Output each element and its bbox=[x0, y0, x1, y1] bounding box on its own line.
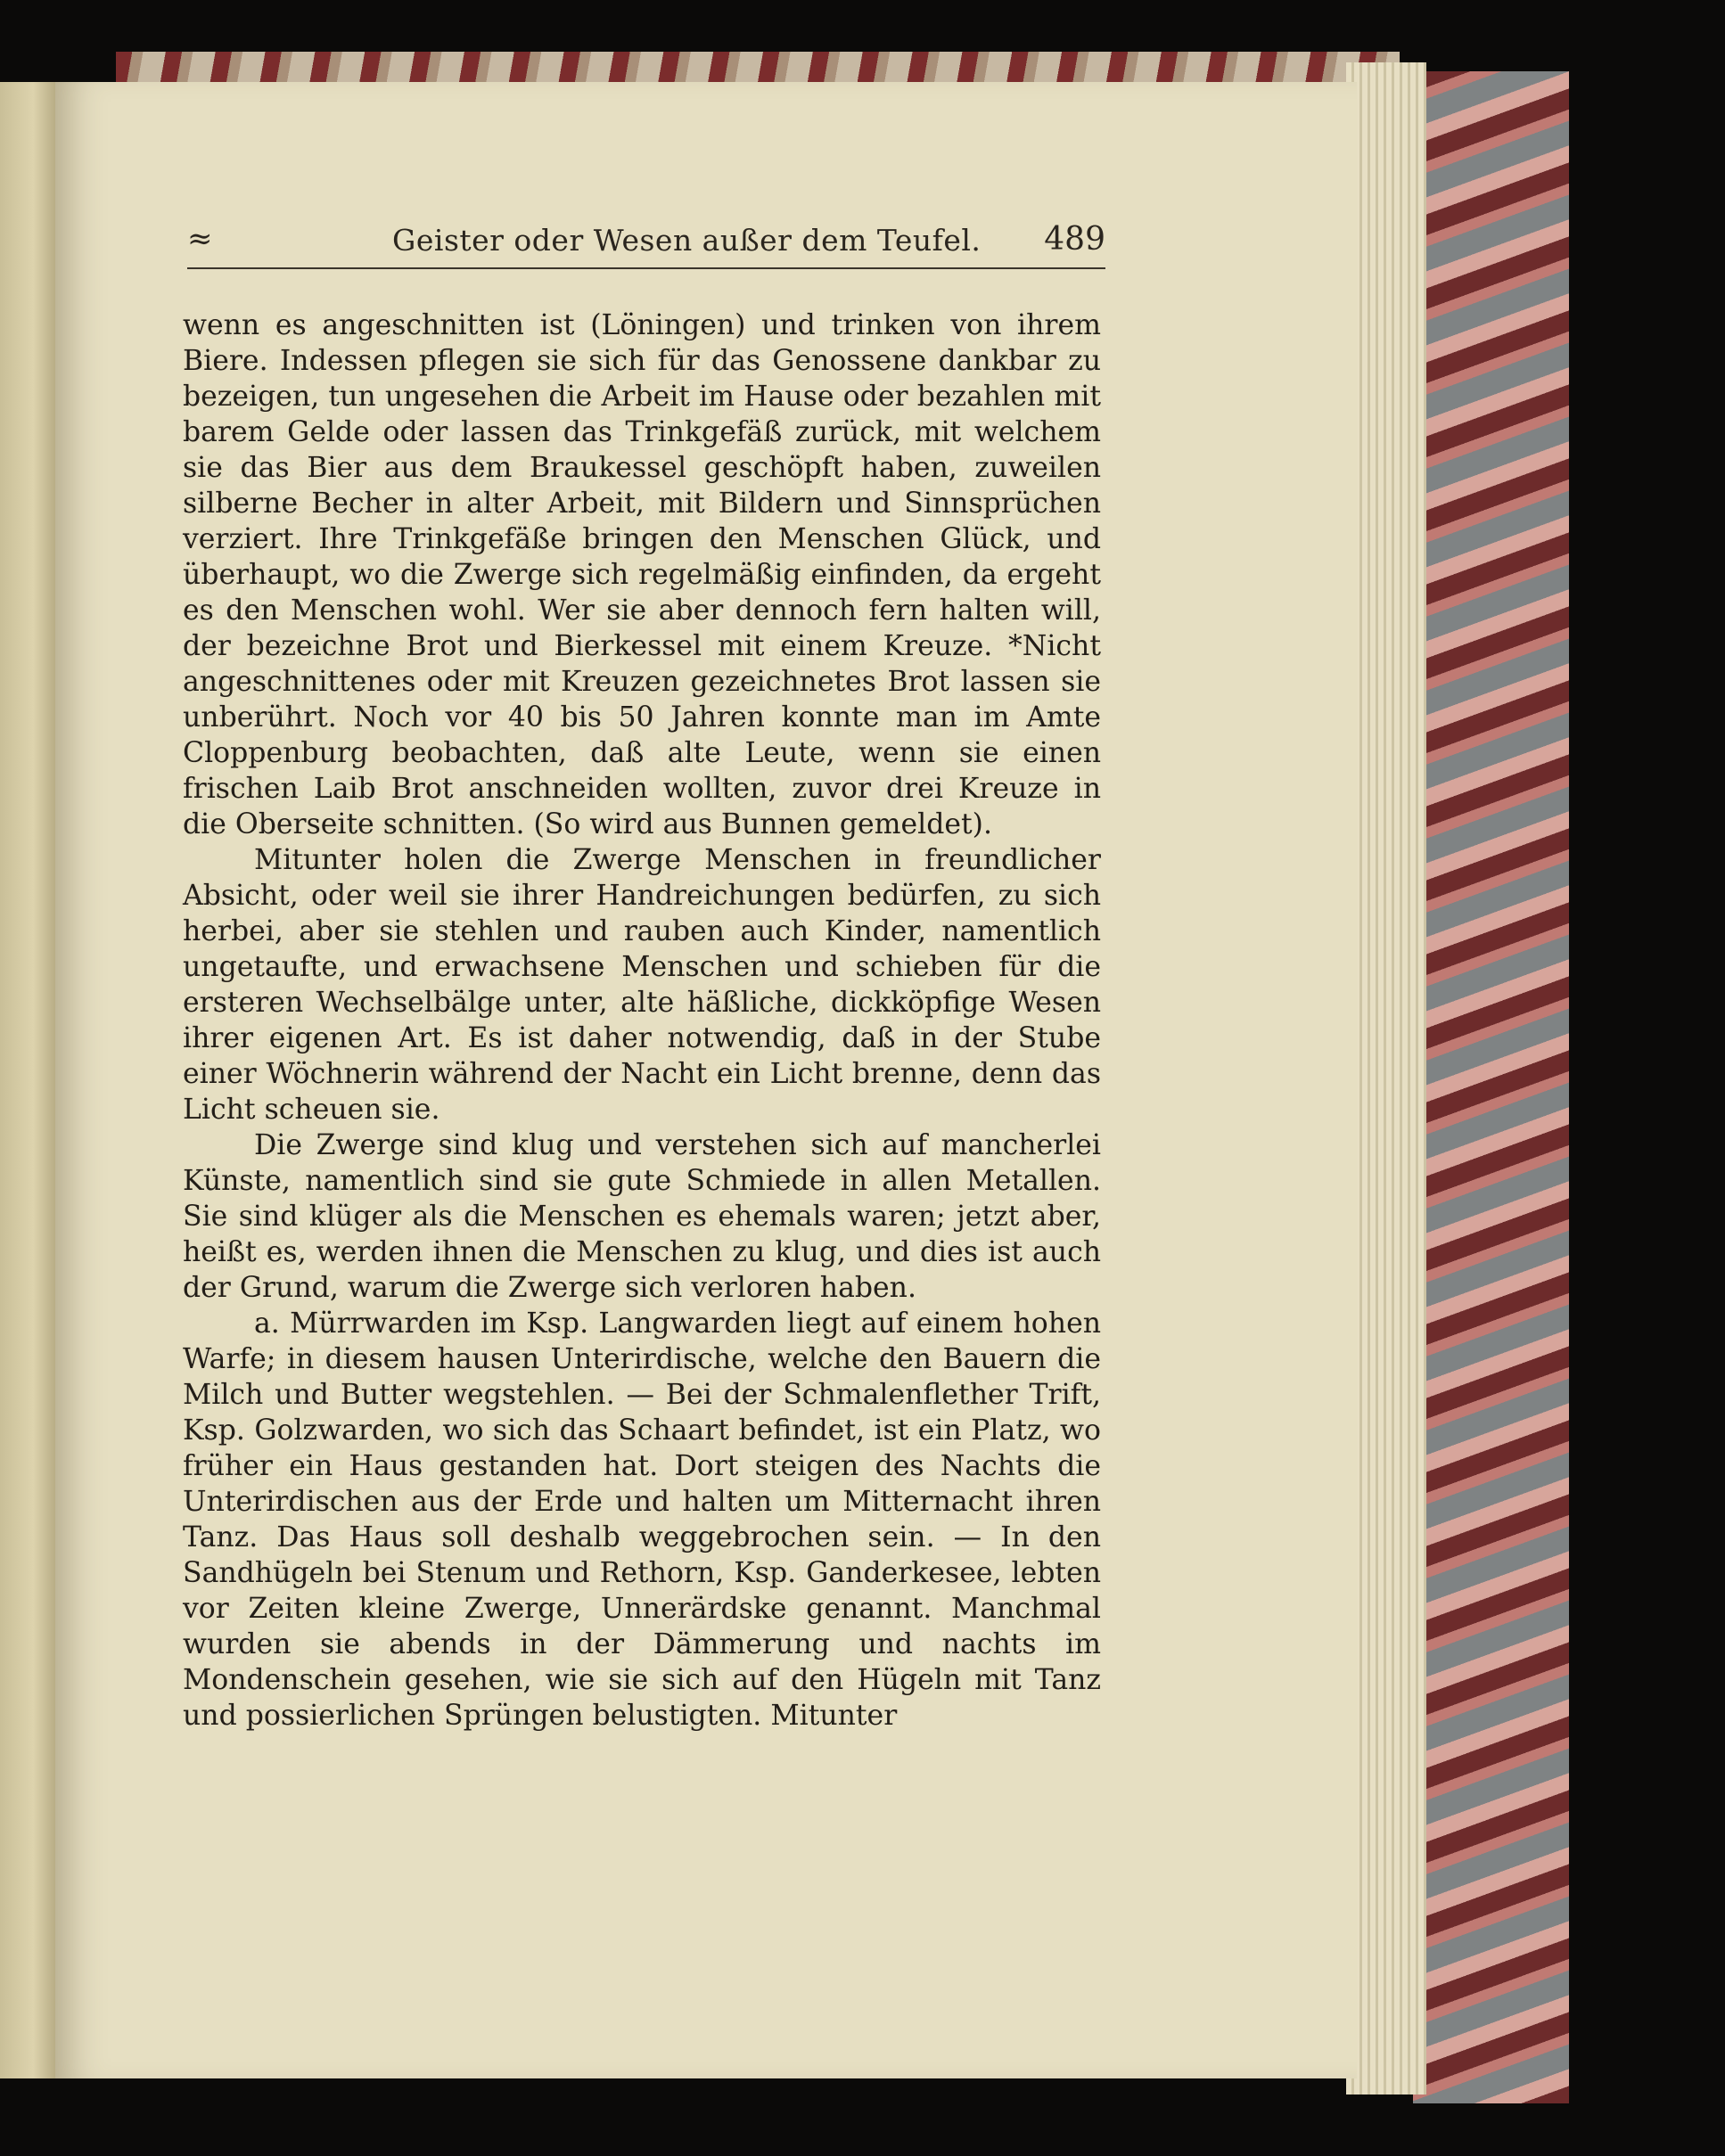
paragraph-4: a. Mürrwarden im Ksp. Langwarden liegt auf einem hohen Warfe; in diesem hausen Unterirdische, welche den Bauern die Milch und Butter wegstehlen. — Bei der Schmalenflether Trift, Ksp. Golzwarden, wo sich das Schaart befindet, ist ein Platz, wo früher ein Haus gestanden hat. Dort steigen des Nachts die Unterirdischen aus der Erde und halten um Mitternacht ihren Tanz. Das Haus soll deshalb weggebrochen sein. — In den Sandhügeln bei Stenum und Rethorn, Ksp. Ganderkesee, lebten vor Zeiten kleine Zwerge, Unnerärdske genannt. Manchmal wurden sie abends in der Dämmerung und nachts im Mondenschein gesehen, wie sie sich auf den Hügeln mit Tanz und possierlichen Sprüngen belustigten. Mitunter bbox=[183, 1308, 1101, 1732]
marbled-cover bbox=[1413, 71, 1569, 2103]
paragraph-2: Mitunter holen die Zwerge Menschen in freundlicher Absicht, oder weil sie ihrer Handreichungen bedürfen, zu sich herbei, aber sie stehlen und rauben auch Kinder, namentlich ungetaufte, und erwachsene Menschen und schieben für die ersteren Wechselbälge unter, alte häßliche, dickköpfige Wesen ihrer eigenen Art. Es ist daher notwendig, daß in der Stube einer Wöchnerin während der Nacht ein Licht brenne, denn das Licht scheuen sie. bbox=[183, 844, 1101, 1126]
paragraph-1: wenn es angeschnitten ist (Löningen) und trinken von ihrem Biere. Indessen pflegen sie sich für das Genossene dankbar zu bezeigen, tun ungesehen die Arbeit im Hause oder bezahlen mit barem Gelde oder lassen das Trinkgefäß zurück, mit welchem sie das Bier aus dem Braukessel geschöpft haben, zuweilen silberne Becher in alter Arbeit, mit Bildern und Sinnsprüchen verziert. Ihre Trinkgefäße bringen den Menschen Glück, und überhaupt, wo die Zwerge sich regelmäßig einfinden, da ergeht es den Menschen wohl. Wer sie aber dennoch fern halten will, der bezeichne Brot und Bierkessel mit einem Kreuze. *Nicht angeschnittenes oder mit Kreuzen gezeichnetes Brot lassen sie unberührt. Noch vor 40 bis 50 Jahren konnte man im Amte Cloppenburg beobachten, daß alte Leute, wenn sie einen frischen Laib Brot anschneiden wollten, zuvor drei Kreuze in die Oberseite schnitten. (So wird aus Bunnen gemeldet). bbox=[183, 309, 1101, 840]
header-title: Geister oder Wesen außer dem Teufel. bbox=[392, 223, 982, 258]
running-header bbox=[187, 214, 1105, 269]
header-ornament-icon: ≈ bbox=[187, 221, 213, 257]
body-text bbox=[183, 307, 1101, 1734]
page-number: 489 bbox=[1044, 221, 1105, 258]
left-page-edge bbox=[0, 82, 55, 2078]
page-edges bbox=[1346, 62, 1426, 2095]
paragraph-3: Die Zwerge sind klug und verstehen sich auf mancherlei Künste, namentlich sind sie gute Schmiede in allen Metallen. Sie sind klüger als die Menschen es ehemals waren; jetzt aber, heißt es, werden ihnen die Menschen zu klug, und dies ist auch der Grund, warum die Zwerge sich verloren haben. bbox=[183, 1129, 1101, 1304]
